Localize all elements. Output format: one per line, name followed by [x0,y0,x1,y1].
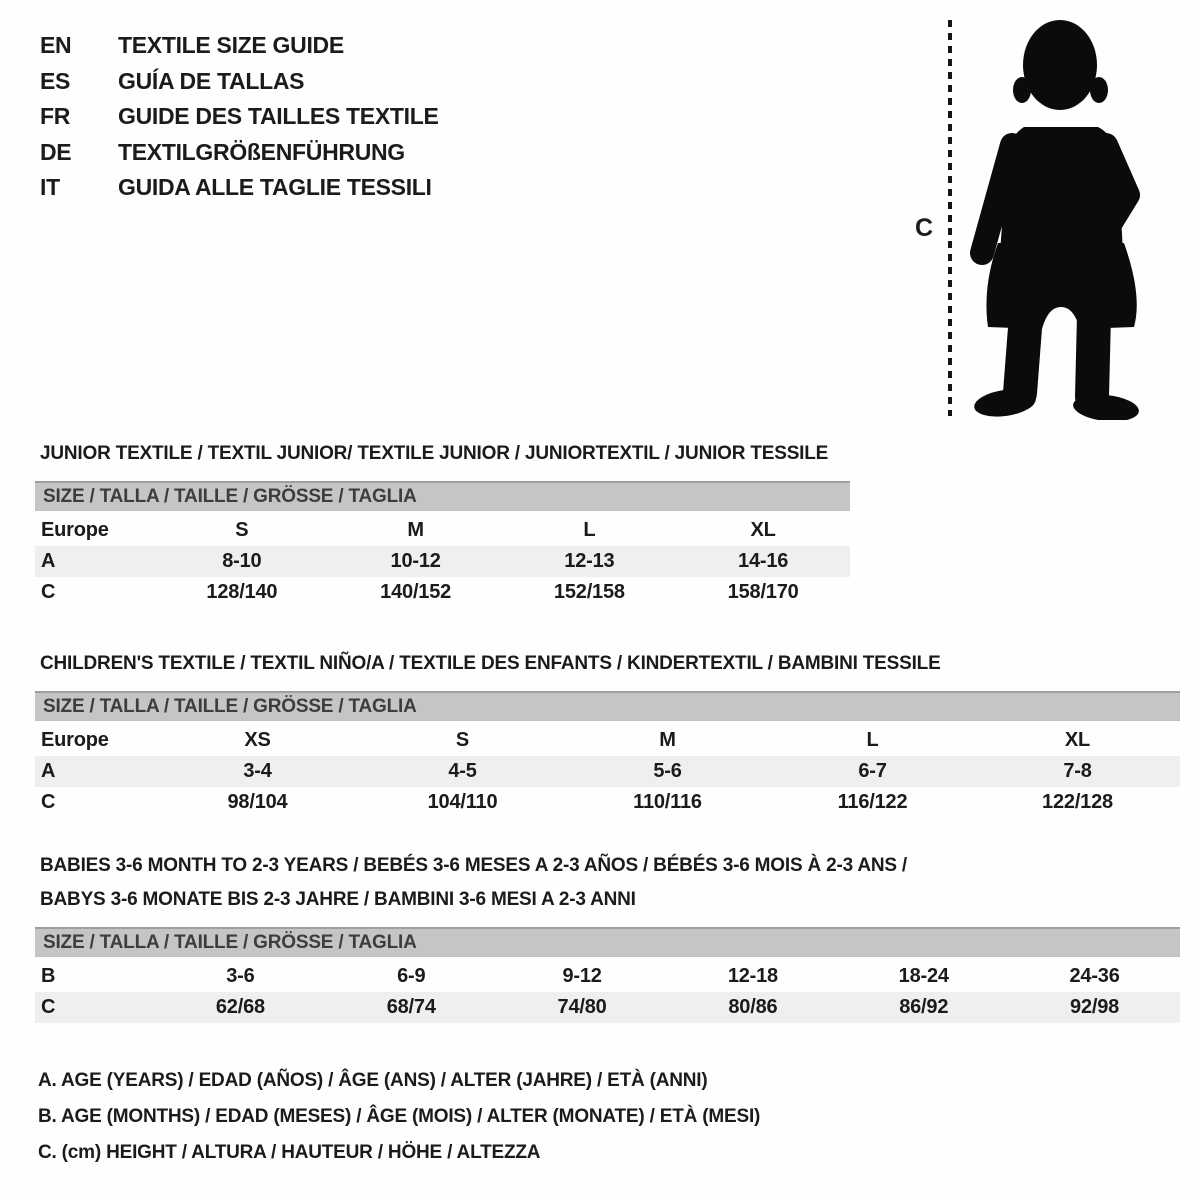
table-cell: 128/140 [206,581,278,603]
table-row [35,756,1180,787]
language-row [40,170,439,206]
table-cell: L [866,729,879,751]
table-row [35,546,850,577]
table-cell: 140/152 [380,581,452,603]
size-header-bar: SIZE / TALLA / TAILLE / GRÖSSE / TAGLIA [35,927,1180,957]
row-label: C [41,791,56,813]
section-title: CHILDREN'S TEXTILE / TEXTIL NIÑO/A / TEXTILE DES ENFANTS / KINDERTEXTIL / BAMBINI TESSILE [40,653,941,674]
table-cell: 110/116 [633,791,702,813]
table-cell: 14-16 [738,550,789,572]
measure-label-c: C [915,214,934,242]
table-cell: XL [1064,729,1091,751]
table-row [35,992,1180,1023]
table-row [35,577,850,608]
table-cell: M [407,519,424,541]
language-row [40,28,439,64]
legend-line: B. AGE (MONTHS) / EDAD (MESES) / ÂGE (MOIS) / ALTER (MONATE) / ETÀ (MESI) [38,1106,761,1127]
row-label: C [41,581,56,603]
sections [35,437,1180,1023]
row-label: C [41,996,56,1018]
language-code: ES [40,67,71,94]
language-row [40,99,439,135]
table-cell: 9-12 [562,965,602,987]
height-dashed-line [948,20,952,416]
table-cell: 86/92 [899,996,949,1018]
table-cell: 122/128 [1042,791,1113,813]
language-row [40,64,439,100]
table-cell: 6-9 [397,965,426,987]
language-list [40,28,439,206]
table-cell: 98/104 [227,791,288,813]
language-label: TEXTILE SIZE GUIDE [118,32,344,59]
table-cell: 5-6 [653,760,682,782]
table-cell: M [659,729,676,751]
table-cell: 158/170 [727,581,799,603]
table-row [35,725,1180,756]
size-section [35,647,1180,818]
table-cell: 62/68 [215,996,265,1018]
row-label: Europe [41,729,109,751]
table-rows [35,515,850,608]
table-cell: XL [750,519,776,541]
table-cell: 12-13 [564,550,615,572]
size-table [35,927,1180,1023]
language-code: EN [40,32,72,59]
table-cell: 8-10 [222,550,262,572]
section-title: JUNIOR TEXTILE / TEXTIL JUNIOR/ TEXTILE JUNIOR / JUNIORTEXTIL / JUNIOR TESSILE [40,443,829,464]
section-title: BABYS 3-6 MONATE BIS 2-3 JAHRE / BAMBINI 3-6 MESI A 2-3 ANNI [40,889,636,910]
table-cell: XS [244,729,271,751]
table-cell: 3-6 [226,965,255,987]
language-code: FR [40,103,71,130]
table-cell: 104/110 [427,791,498,813]
table-cell: 3-4 [243,760,272,782]
table-cell: 74/80 [557,996,607,1018]
row-label: A [41,760,56,782]
table-cell: S [235,519,249,541]
table-cell: 10-12 [390,550,441,572]
size-header-bar: SIZE / TALLA / TAILLE / GRÖSSE / TAGLIA [35,691,1180,721]
legend-line: A. AGE (YEARS) / EDAD (AÑOS) / ÂGE (ANS) / ALTER (JAHRE) / ETÀ (ANNI) [38,1070,708,1091]
size-table [35,691,1180,818]
table-rows [35,725,1180,818]
table-cell: 116/122 [837,791,908,813]
table-cell: 6-7 [858,760,887,782]
size-header-bar: SIZE / TALLA / TAILLE / GRÖSSE / TAGLIA [35,481,850,511]
table-cell: 80/86 [728,996,778,1018]
table-cell: 152/158 [553,581,625,603]
size-figure [905,12,1160,424]
size-section [35,849,1180,1023]
size-section [35,437,1180,608]
language-label: GUÍA DE TALLAS [118,67,305,94]
baby-silhouette-icon [960,15,1145,420]
row-label: Europe [41,519,109,541]
table-cell: 68/74 [386,996,436,1018]
table-cell: 4-5 [448,760,477,782]
table-cell: L [583,519,596,541]
table-cell: 12-18 [727,965,778,987]
legend [38,1063,760,1171]
table-cell: 24-36 [1069,965,1120,987]
row-label: B [41,965,56,987]
legend-line: C. (cm) HEIGHT / ALTURA / HAUTEUR / HÖHE / ALTEZZA [38,1142,541,1163]
language-label: GUIDE DES TAILLES TEXTILE [118,103,439,130]
table-row [35,961,1180,992]
table-cell: 7-8 [1063,760,1092,782]
size-table [35,481,850,608]
language-code: IT [40,174,60,201]
language-code: DE [40,138,72,165]
language-row [40,135,439,171]
table-row [35,515,850,546]
row-label: A [41,550,56,572]
table-cell: S [455,729,470,751]
table-rows [35,961,1180,1023]
table-cell: 18-24 [898,965,949,987]
language-label: TEXTILGRÖßENFÜHRUNG [118,138,405,165]
table-cell: 92/98 [1070,996,1120,1018]
section-title: BABIES 3-6 MONTH TO 2-3 YEARS / BEBÉS 3-6 MESES A 2-3 AÑOS / BÉBÉS 3-6 MOIS À 2-3 ANS / [40,855,908,876]
language-label: GUIDA ALLE TAGLIE TESSILI [118,174,432,201]
table-row [35,787,1180,818]
